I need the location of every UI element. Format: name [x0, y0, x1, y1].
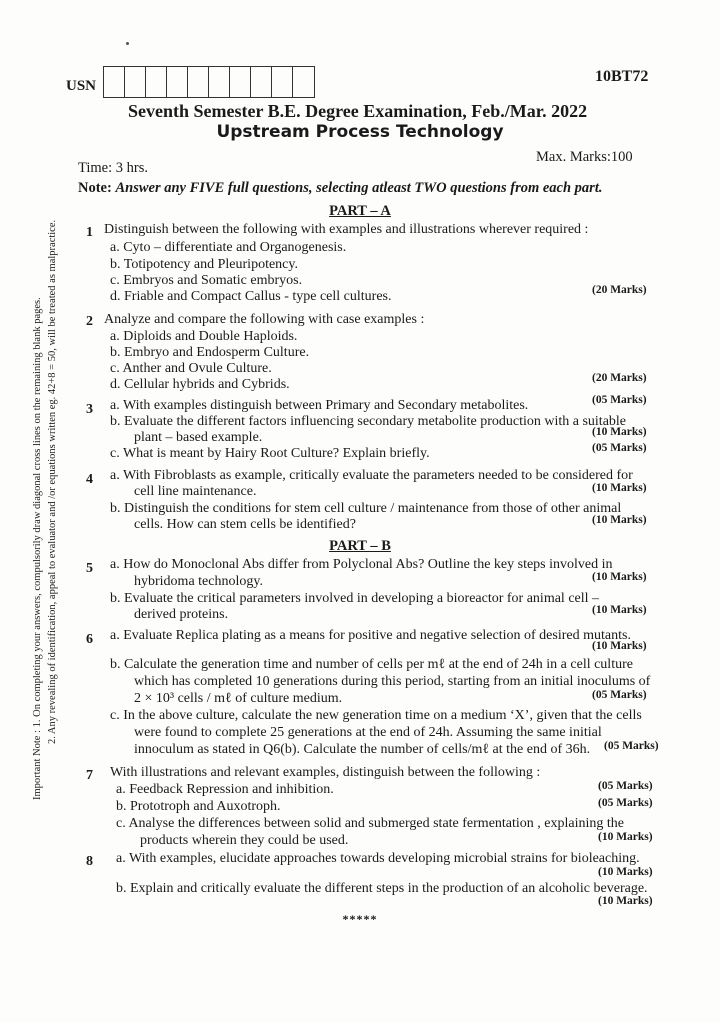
- q4-part-b: b. Distinguish the conditions for stem cell culture / maintenance from those of other animal: [110, 501, 622, 516]
- q8-part-a: a. With examples, elucidate approaches towards developing microbial strains for bioleaching.: [116, 851, 640, 866]
- question-number: 7: [86, 768, 93, 783]
- q6-part-a: a. Evaluate Replica plating as a means for positive and negative selection of desired mutants.: [110, 628, 631, 643]
- q2-stem: Analyze and compare the following with case examples :: [104, 312, 425, 327]
- q6-c-marks: (05 Marks): [604, 740, 659, 752]
- usn-box: [167, 67, 188, 97]
- q5-b-marks: (10 Marks): [592, 604, 647, 616]
- q6-part-c-cont2: innoculum as stated in Q6(b). Calculate the number of cells/mℓ at the end of 36h.: [134, 742, 591, 757]
- q7-part-b: b. Prototroph and Auxotroph.: [116, 799, 281, 814]
- q2-marks: (20 Marks): [592, 372, 647, 384]
- question-number: 5: [86, 561, 93, 576]
- q7-a-marks: (05 Marks): [598, 780, 653, 792]
- side-note-line-2: 2. Any revealing of identification, appeal to evaluator and /or equations written eg. 42+8 = 50, will be treated as malpractice.: [47, 219, 58, 744]
- q1-stem: Distinguish between the following with examples and illustrations wherever required :: [104, 222, 589, 237]
- speck-mark: [126, 42, 129, 45]
- q6-part-c-cont1: were found to complete 25 generations at the end of 24h. Assuming the same initial: [134, 725, 602, 740]
- q3-part-a: a. With examples distinguish between Primary and Secondary metabolites.: [110, 398, 529, 413]
- usn-box: [188, 67, 209, 97]
- time-label: Time: 3 hrs.: [78, 160, 148, 176]
- usn-box: [125, 67, 146, 97]
- q8-b-marks: (10 Marks): [598, 895, 653, 907]
- usn-box: [146, 67, 167, 97]
- q8-a-marks: (10 Marks): [598, 866, 653, 878]
- q4-b-marks: (10 Marks): [592, 514, 647, 526]
- side-important-note: [30, 220, 60, 800]
- q7-stem: With illustrations and relevant examples, distinguish between the following :: [110, 765, 541, 780]
- part-b-heading: PART – B: [329, 538, 391, 554]
- q1-part-a: a. Cyto – differentiate and Organogenesis.: [110, 240, 347, 255]
- end-stars: *****: [342, 912, 378, 926]
- side-note-line-1: Important Note : 1. On completing your answers, compulsorily draw diagonal cross lines on the remaining blank pages.: [32, 297, 43, 800]
- usn-box: [251, 67, 272, 97]
- q5-part-a-cont: hybridoma technology.: [134, 574, 263, 589]
- q3-part-b: b. Evaluate the different factors influencing secondary metabolite production with a suitable: [110, 414, 627, 429]
- q6-part-c: c. In the above culture, calculate the new generation time on a medium ‘X’, given that the cells: [110, 708, 642, 723]
- q4-part-a: a. With Fibroblasts as example, critically evaluate the parameters needed to be considered for: [110, 468, 633, 483]
- q1-part-b: b. Totipotency and Pleuripotency.: [110, 257, 298, 272]
- q4-a-marks: (10 Marks): [592, 482, 647, 494]
- usn-box: [209, 67, 230, 97]
- question-number: 6: [86, 632, 93, 647]
- usn-label: USN: [66, 78, 97, 94]
- note-label: Note:: [78, 180, 112, 196]
- q7-part-c: c. Analyse the differences between solid and submerged state fermentation , explaining the: [116, 816, 624, 831]
- q3-a-marks: (05 Marks): [592, 394, 647, 406]
- q6-a-marks: (10 Marks): [592, 640, 647, 652]
- q2-part-c: c. Anther and Ovule Culture.: [110, 361, 272, 376]
- q5-part-b-cont: derived proteins.: [134, 607, 229, 622]
- q3-part-c: c. What is meant by Hairy Root Culture? Explain briefly.: [110, 446, 430, 461]
- q6-b-marks: (05 Marks): [592, 689, 647, 701]
- q5-part-a: a. How do Monoclonal Abs differ from Polyclonal Abs? Outline the key steps involved in: [110, 557, 613, 572]
- question-number: 3: [86, 402, 93, 417]
- question-number: 1: [86, 225, 93, 240]
- q3-c-marks: (05 Marks): [592, 442, 647, 454]
- q7-c-marks: (10 Marks): [598, 831, 653, 843]
- usn-boxes: [103, 66, 315, 98]
- q1-marks: (20 Marks): [592, 284, 647, 296]
- q4-part-a-cont: cell line maintenance.: [134, 484, 257, 499]
- q2-part-a: a. Diploids and Double Haploids.: [110, 329, 298, 344]
- q7-part-c-cont: products wherein they could be used.: [140, 833, 349, 848]
- q3-part-b-cont: plant – based example.: [134, 430, 263, 445]
- usn-box: [230, 67, 251, 97]
- usn-box: [293, 67, 314, 97]
- q3-b-marks: (10 Marks): [592, 426, 647, 438]
- max-marks: Max. Marks:100: [536, 149, 633, 165]
- paper-code: 10BT72: [595, 68, 649, 85]
- subject-title: Upstream Process Technology: [216, 122, 504, 142]
- question-number: 8: [86, 854, 93, 869]
- q1-part-c: c. Embryos and Somatic embryos.: [110, 273, 303, 288]
- q2-part-b: b. Embryo and Endosperm Culture.: [110, 345, 310, 360]
- q4-part-b-cont: cells. How can stem cells be identified?: [134, 517, 356, 532]
- q5-part-b: b. Evaluate the critical parameters involved in developing a bioreactor for animal cell –: [110, 591, 600, 606]
- q7-part-a: a. Feedback Repression and inhibition.: [116, 782, 334, 797]
- usn-box: [104, 67, 125, 97]
- note-text: Answer any FIVE full questions, selecting atleast TWO questions from each part.: [115, 180, 603, 196]
- q8-part-b: b. Explain and critically evaluate the different steps in the production of an alcoholic beverage.: [116, 881, 648, 896]
- question-number: 2: [86, 314, 93, 329]
- q6-part-b-cont1: which has completed 10 generations during this period, starting from an initial inoculums of: [134, 674, 651, 689]
- q7-b-marks: (05 Marks): [598, 797, 653, 809]
- exam-title: Seventh Semester B.E. Degree Examination, Feb./Mar. 2022: [128, 101, 588, 121]
- q6-part-b-cont2: 2 × 10³ cells / mℓ of culture medium.: [134, 691, 343, 706]
- q5-a-marks: (10 Marks): [592, 571, 647, 583]
- q2-part-d: d. Cellular hybrids and Cybrids.: [110, 377, 290, 392]
- question-number: 4: [86, 472, 93, 487]
- usn-box: [272, 67, 293, 97]
- q6-part-b: b. Calculate the generation time and number of cells per mℓ at the end of 24h in a cell culture: [110, 657, 633, 672]
- part-a-heading: PART – A: [329, 203, 391, 219]
- instruction-note: [78, 180, 698, 197]
- q1-part-d: d. Friable and Compact Callus - type cell cultures.: [110, 289, 392, 304]
